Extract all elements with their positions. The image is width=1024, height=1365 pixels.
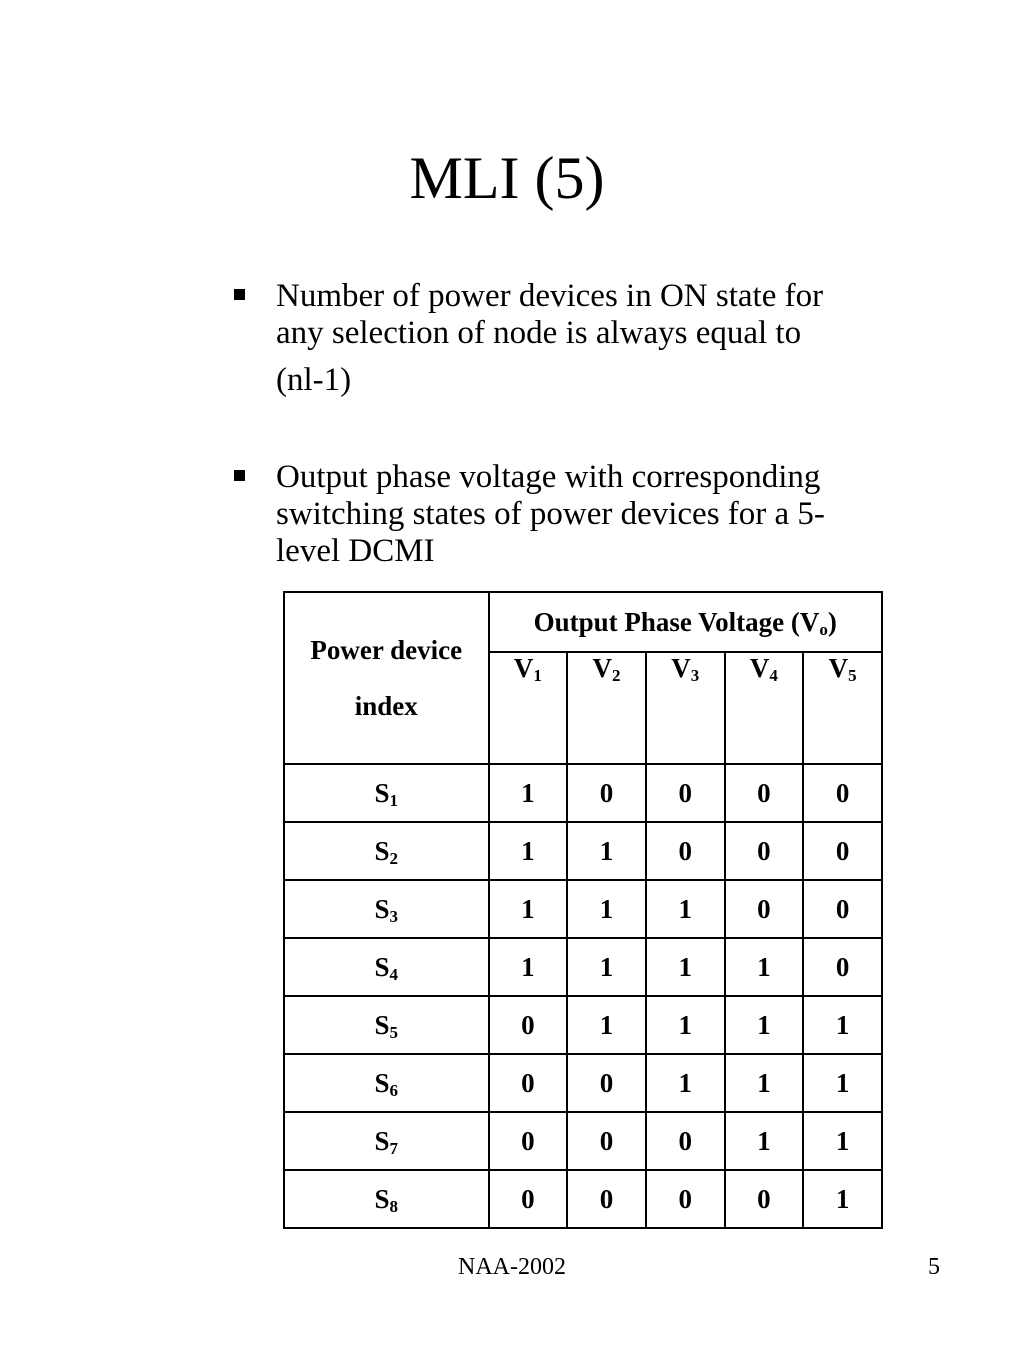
state-cell: 0 [567,764,646,822]
column-base: V [513,653,534,683]
state-cell: 0 [803,822,882,880]
column-sub: 4 [769,666,778,685]
state-cell: 1 [646,938,725,996]
bullet-list [232,278,932,570]
square-bullet-icon [234,289,245,300]
output-voltage-header [489,592,882,652]
state-cell: 0 [725,764,804,822]
bullet-line: level DCMI [276,533,435,569]
column-base: V [671,653,691,683]
state-cell: 0 [567,1170,646,1228]
device-base: S [374,1067,390,1098]
voltage-column-header [803,652,882,764]
device-base: S [374,1183,390,1214]
state-cell: 0 [646,822,725,880]
state-cell: 0 [567,1112,646,1170]
device-sub: 7 [389,1138,399,1158]
voltage-column-header [646,652,725,764]
bullet-text [276,278,932,399]
state-cell: 0 [725,1170,804,1228]
state-cell: 1 [803,1054,882,1112]
voltage-column-header [725,652,804,764]
state-cell: 0 [803,880,882,938]
table-row [284,880,882,938]
switching-state-table [283,591,883,1229]
bullet-item [232,278,932,399]
device-sub: 2 [389,848,399,868]
device-index-cell [284,880,489,938]
output-voltage-header-sub: o [819,619,828,639]
table-row [284,1112,882,1170]
device-sub: 3 [389,906,399,926]
state-cell: 1 [803,996,882,1054]
table-row [284,938,882,996]
device-base: S [374,951,390,982]
state-cell: 1 [567,996,646,1054]
state-cell: 1 [489,764,568,822]
page-number: 5 [928,1254,940,1280]
state-cell: 1 [567,880,646,938]
device-index-cell [284,1112,489,1170]
device-index-cell [284,996,489,1054]
device-sub: 8 [389,1196,399,1216]
device-sub: 1 [389,790,399,810]
state-cell: 0 [489,1054,568,1112]
device-index-cell [284,1170,489,1228]
state-cell: 1 [567,938,646,996]
state-cell: 1 [646,880,725,938]
device-sub: 5 [389,1022,399,1042]
device-base: S [374,835,390,866]
column-base: V [592,653,613,683]
device-sub: 4 [389,964,399,984]
device-header-line1: Power device [310,635,463,665]
state-cell: 1 [489,880,568,938]
slide-title: MLI (5) [409,145,605,211]
state-cell: 0 [725,822,804,880]
state-cell: 0 [803,764,882,822]
state-cell: 1 [646,996,725,1054]
device-index-cell [284,764,489,822]
state-cell: 0 [489,1170,568,1228]
device-header-line2: index [354,691,418,721]
state-cell: 0 [567,1054,646,1112]
state-cell: 0 [646,1112,725,1170]
table-row [284,1170,882,1228]
state-cell: 1 [489,822,568,880]
voltage-column-header [567,652,646,764]
bullet-line: Number of power devices in ON state for [276,278,824,314]
bullet-line: (nl-1) [276,362,352,398]
state-cell: 1 [725,1054,804,1112]
output-voltage-header-text: Output Phase Voltage (V [533,606,820,637]
output-voltage-header-close: ) [827,606,837,637]
column-sub: 5 [848,666,857,685]
bullet-line: Output phase voltage with corresponding [276,459,821,495]
table-row [284,764,882,822]
table-row [284,996,882,1054]
column-base: V [749,653,770,683]
state-cell: 0 [725,880,804,938]
state-cell: 1 [725,996,804,1054]
device-base: S [374,1125,390,1156]
voltage-column-header [489,652,568,764]
state-cell: 1 [725,1112,804,1170]
state-cell: 1 [567,822,646,880]
square-bullet-icon [234,470,245,481]
column-sub: 3 [690,666,700,685]
device-base: S [374,1009,390,1040]
bullet-text [276,459,932,570]
state-cell: 1 [725,938,804,996]
table-row [284,1054,882,1112]
table-row [284,822,882,880]
device-index-header [284,592,489,764]
state-cell: 1 [803,1170,882,1228]
bullet-item [232,459,932,570]
footer-label: NAA-2002 [458,1254,566,1280]
device-base: S [374,893,390,924]
state-cell: 1 [803,1112,882,1170]
state-cell: 0 [489,996,568,1054]
device-index-cell [284,822,489,880]
bullet-line: switching states of power devices for a 5- [276,496,825,532]
state-cell: 0 [646,1170,725,1228]
state-cell: 0 [489,1112,568,1170]
column-base: V [828,653,849,683]
device-index-cell [284,938,489,996]
state-cell: 0 [803,938,882,996]
state-cell: 1 [646,1054,725,1112]
state-cell: 1 [489,938,568,996]
device-base: S [374,777,390,808]
column-sub: 2 [612,666,621,685]
column-sub: 1 [533,666,542,685]
device-index-cell [284,1054,489,1112]
state-cell: 0 [646,764,725,822]
device-sub: 6 [389,1080,399,1100]
bullet-line: any selection of node is always equal to [276,315,802,351]
